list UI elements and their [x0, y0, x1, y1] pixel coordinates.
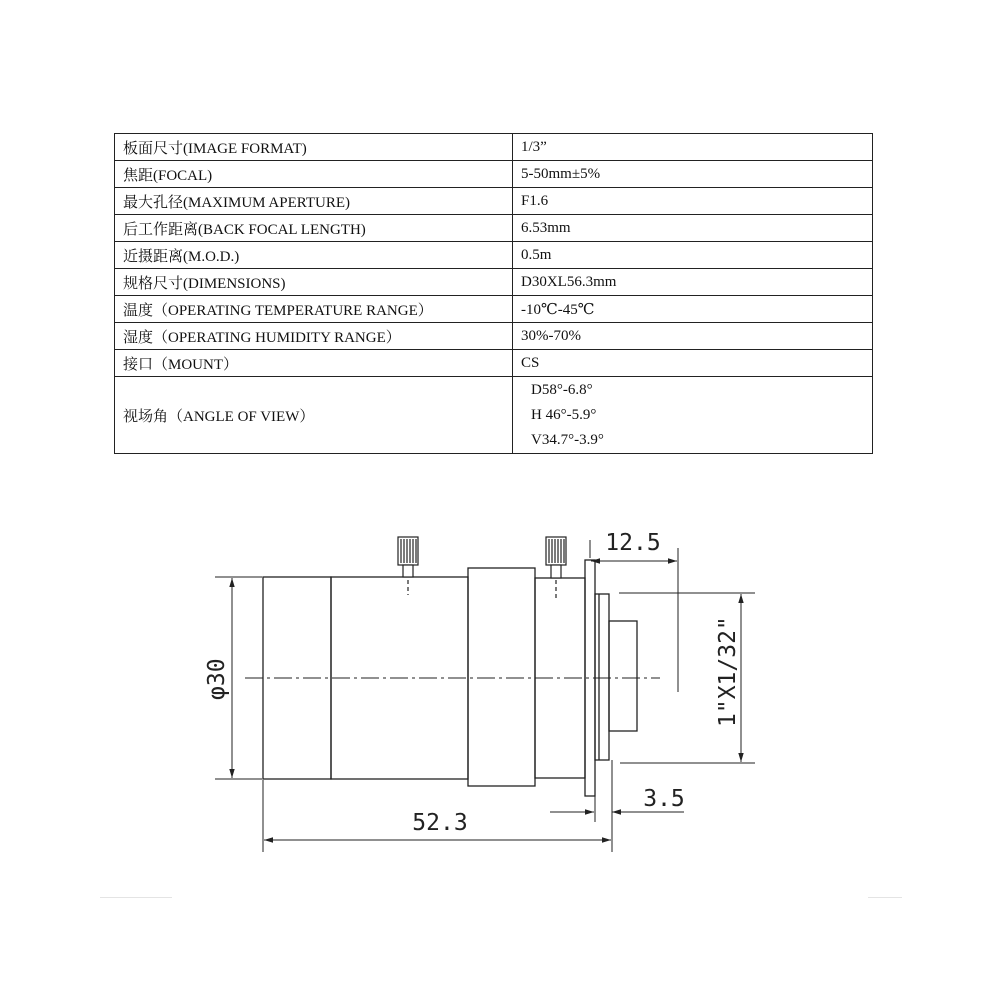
spec-value: 6.53mm	[513, 215, 873, 242]
angle-horizontal: H 46°-5.9°	[531, 406, 597, 423]
lens-rear-element	[609, 621, 637, 731]
dim-flange-label: 3.5	[643, 786, 685, 812]
lens-mount-flange	[595, 594, 609, 760]
spec-value: 30%-70%	[513, 323, 873, 350]
spec-value: CS	[513, 350, 873, 377]
spec-value: -10℃-45℃	[513, 296, 873, 323]
dim-thread-label: 1"X1/32"	[715, 616, 741, 727]
spec-label: 湿度（OPERATING HUMIDITY RANGE）	[115, 323, 513, 350]
dim-diameter-label: φ30	[204, 658, 230, 700]
spec-value: D30XL56.3mm	[513, 269, 873, 296]
dim-back-label: 12.5	[605, 530, 661, 556]
spec-label: 板面尺寸(IMAGE FORMAT)	[115, 134, 513, 161]
spec-label: 后工作距离(BACK FOCAL LENGTH)	[115, 215, 513, 242]
spec-label: 温度（OPERATING TEMPERATURE RANGE）	[115, 296, 513, 323]
locking-screw-1	[398, 537, 418, 595]
dim-length-label: 52.3	[412, 810, 468, 836]
spec-value: 1/3”	[513, 134, 873, 161]
spec-label: 视场角（ANGLE OF VIEW）	[115, 377, 513, 454]
dimension-back	[590, 540, 678, 692]
locking-screw-2	[546, 537, 566, 600]
angle-vertical: V34.7°-3.9°	[531, 431, 604, 448]
spec-label: 最大孔径(MAXIMUM APERTURE)	[115, 188, 513, 215]
spec-label: 规格尺寸(DIMENSIONS)	[115, 269, 513, 296]
spec-label: 焦距(FOCAL)	[115, 161, 513, 188]
spec-label: 接口（MOUNT）	[115, 350, 513, 377]
spec-value: F1.6	[513, 188, 873, 215]
angle-diagonal: D58°-6.8°	[531, 381, 593, 398]
spec-value: 0.5m	[513, 242, 873, 269]
divider-left	[100, 897, 172, 898]
lens-focus-ring	[468, 568, 535, 786]
dimension-length	[263, 760, 612, 852]
spec-value: 5-50mm±5%	[513, 161, 873, 188]
spec-label: 近摄距离(M.O.D.)	[115, 242, 513, 269]
divider-right	[868, 897, 902, 898]
